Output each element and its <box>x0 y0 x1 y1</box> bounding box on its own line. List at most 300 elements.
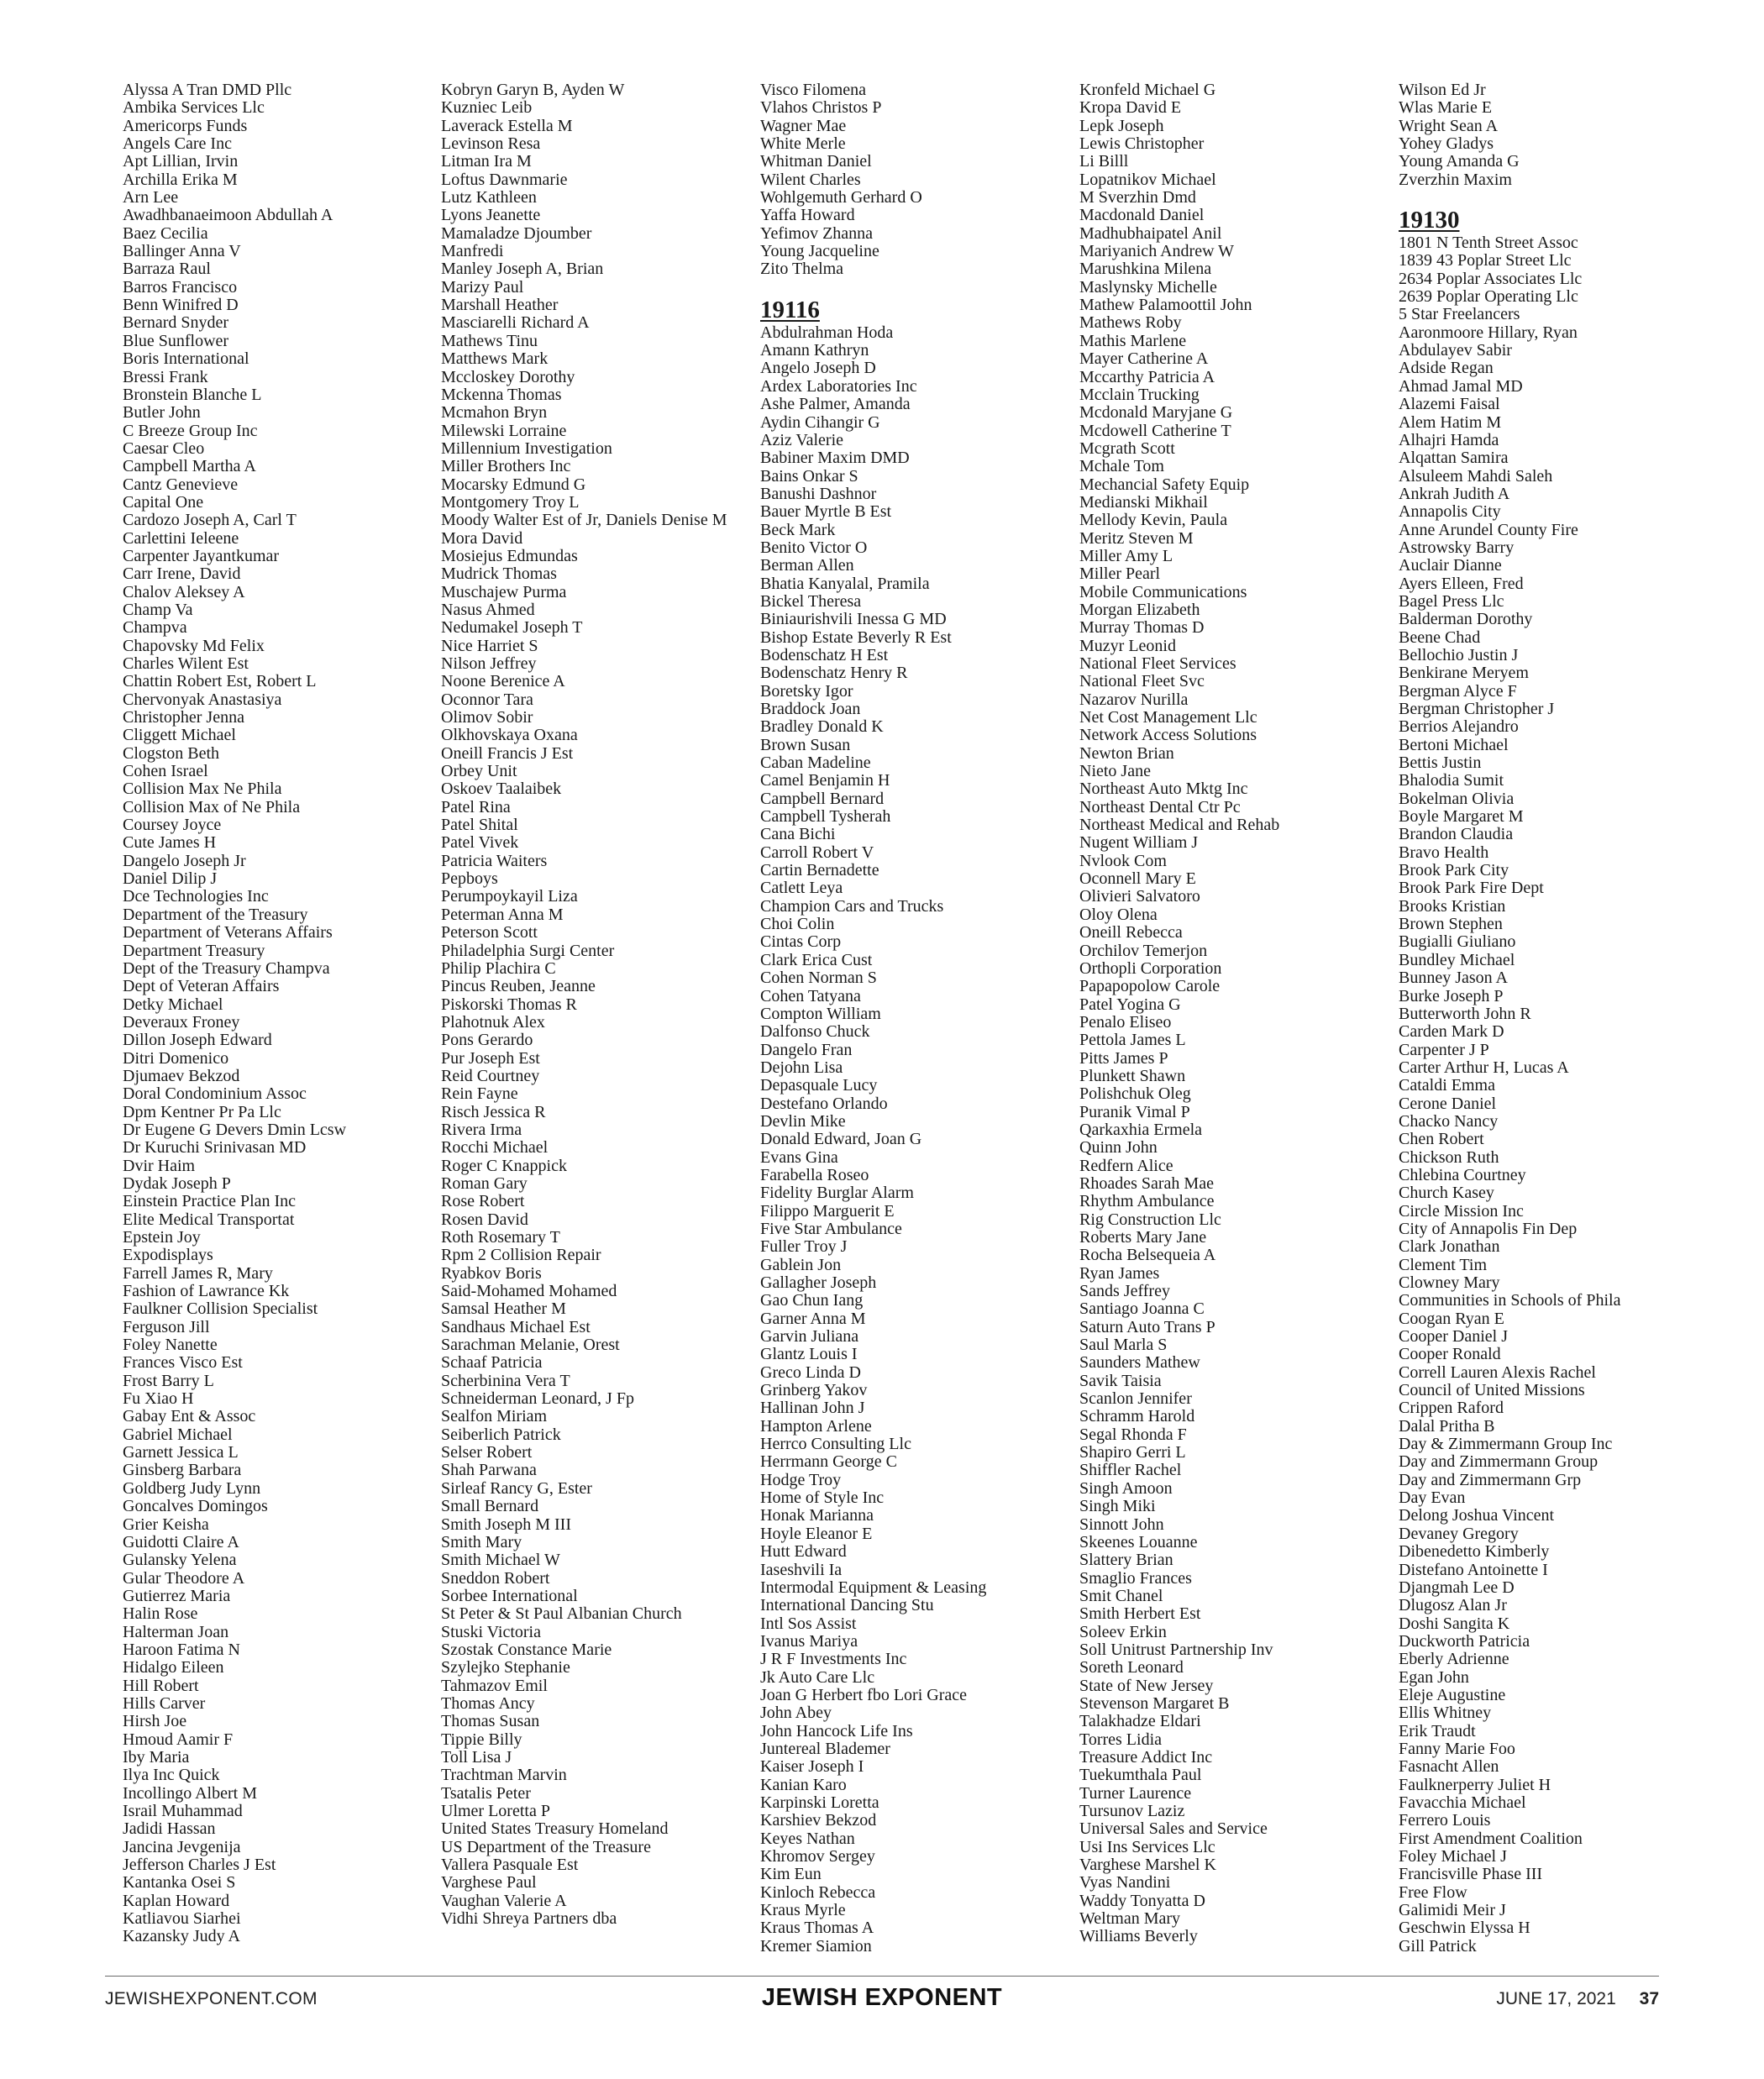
listing-entry: Carpenter J P <box>1399 1040 1489 1059</box>
listing-entry: Rivera Irma <box>441 1120 522 1139</box>
listing-entry: Quinn John <box>1079 1138 1158 1158</box>
listing-entry: Nvlook Com <box>1079 851 1167 870</box>
listing-entry: Bhatia Kanyalal, Pramila <box>760 574 930 593</box>
listing-entry: Vallera Pasquale Est <box>441 1856 579 1875</box>
listing-entry: Smaglio Frances <box>1079 1568 1192 1588</box>
listing-entry: Beck Mark <box>760 520 836 539</box>
listing-entry: Alhajri Hamda <box>1399 430 1499 449</box>
listing-entry: Vlahos Christos P <box>760 98 882 118</box>
listing-entry: Katliavou Siarhei <box>123 1909 241 1929</box>
listing-entry: Segal Rhonda F <box>1079 1425 1187 1444</box>
listing-entry: Brook Park City <box>1399 861 1509 880</box>
listing-entry: Qarkaxhia Ermela <box>1079 1120 1203 1139</box>
listing-entry: John Hancock Life Ins <box>760 1721 913 1740</box>
listing-entry: Campbell Martha A <box>123 457 256 476</box>
listing-entry: Detky Michael <box>123 995 223 1014</box>
listing-entry: Dejohn Lisa <box>760 1058 843 1077</box>
listing-entry: Jk Auto Care Llc <box>760 1667 875 1687</box>
listing-entry: Evans Gina <box>760 1147 838 1167</box>
listing-entry: Network Access Solutions <box>1079 726 1257 745</box>
listing-entry: Alazemi Faisal <box>1399 395 1500 414</box>
footer-publication-name: JEWISH EXPONENT <box>761 1984 1003 2011</box>
listing-entry: Wilson Ed Jr <box>1399 81 1486 99</box>
listing-entry: Karpinski Loretta <box>760 1793 879 1812</box>
listing-entry: Coursey Joyce <box>123 816 222 835</box>
listing-entry: Patel Rina <box>441 797 511 816</box>
listing-entry: Lyons Jeanette <box>441 206 541 225</box>
listing-entry: Peterson Scott <box>441 923 538 942</box>
listing-entry: Hoyle Eleanor E <box>760 1524 873 1543</box>
listing-entry: Ulmer Loretta P <box>441 1802 550 1820</box>
listing-entry: Tursunov Laziz <box>1079 1802 1185 1820</box>
listing-entry: Szylejko Stephanie <box>441 1658 570 1677</box>
zip-code-heading: 19116 <box>760 296 820 323</box>
listing-entry: Lopatnikov Michael <box>1079 170 1216 189</box>
listing-entry: Day and Zimmermann Grp <box>1399 1470 1582 1489</box>
listing-entry: Mcgrath Scott <box>1079 438 1175 458</box>
listing-entry: Blue Sunflower <box>123 331 229 350</box>
listing-entry: Berman Allen <box>760 556 854 575</box>
listing-entry: Mccarthy Patricia A <box>1079 367 1215 386</box>
listing-entry: Young Amanda G <box>1399 152 1520 171</box>
listing-entry: Mellody Kevin, Paula <box>1079 511 1228 530</box>
listing-entry: Collision Max Ne Phila <box>123 780 282 799</box>
listing-entry: Miller Brothers Inc <box>441 457 571 476</box>
listing-entry: Sorbee International <box>441 1586 578 1605</box>
listing-entry: Miller Amy L <box>1079 546 1173 565</box>
listing-entry: Dept of the Treasury Champva <box>123 958 330 978</box>
listing-entry: J R F Investments Inc <box>760 1650 907 1669</box>
listing-entry: Slattery Brian <box>1079 1551 1173 1570</box>
listing-entry: National Fleet Services <box>1079 654 1236 673</box>
listing-entry: Mayer Catherine A <box>1079 349 1209 369</box>
listing-entry: Eleje Augustine <box>1399 1685 1506 1704</box>
listing-entry: Murray Thomas D <box>1079 618 1205 638</box>
listing-entry: Tahmazov Emil <box>441 1676 548 1695</box>
listing-entry: Devaney Gregory <box>1399 1524 1519 1543</box>
listing-entry: Hutt Edward <box>760 1542 847 1562</box>
listing-entry: Mariyanich Andrew W <box>1079 242 1235 261</box>
listing-entry: Shiffler Rachel <box>1079 1461 1182 1480</box>
listing-entry: Champva <box>123 618 187 638</box>
listing-entry: Bettis Justin <box>1399 753 1482 773</box>
listing-entry: Adside Regan <box>1399 359 1494 378</box>
listing-entry: Patel Shital <box>441 816 518 835</box>
listing-entry: Roberts Mary Jane <box>1079 1228 1207 1247</box>
listing-entry: Oconnor Tara <box>441 690 533 709</box>
listing-entry: Christopher Jenna <box>123 708 244 727</box>
listing-entry: Jefferson Charles J Est <box>123 1856 276 1875</box>
listing-entry: Pincus Reuben, Jeanne <box>441 977 596 996</box>
listing-entry: Maslynsky Michelle <box>1079 277 1217 297</box>
listing-entry: Hodge Troy <box>760 1470 842 1489</box>
listing-entry: Sealfon Miriam <box>441 1407 548 1426</box>
listing-entry: Ayers Elleen, Fred <box>1399 574 1524 593</box>
listing-entry: Catlett Leya <box>760 879 843 898</box>
listing-entry: Dillon Joseph Edward <box>123 1031 272 1050</box>
listing-entry: Frances Visco Est <box>123 1353 243 1373</box>
listing-entry: Department Treasury <box>123 941 265 960</box>
listing-entry: White Merle <box>760 134 846 154</box>
listing-entry: Clark Erica Cust <box>760 950 873 969</box>
listing-entry: Patel Yogina G <box>1079 995 1181 1014</box>
listing-entry: Cliggett Michael <box>123 726 236 745</box>
listing-entry: Jancina Jevgenija <box>123 1837 241 1856</box>
zip-code-heading: 19130 <box>1399 207 1460 234</box>
listing-entry: Honak Marianna <box>760 1506 874 1525</box>
listing-entry: Wlas Marie E <box>1399 98 1493 118</box>
listing-entry: Guidotti Claire A <box>123 1532 239 1551</box>
listing-entry: Home of Style Inc <box>760 1488 885 1508</box>
listing-entry: Carlettini Ieleene <box>123 528 239 548</box>
listing-entry: United States Treasury Homeland <box>441 1819 669 1839</box>
listing-entry: Kantanka Osei S <box>123 1873 236 1893</box>
listing-entry: Mcclain Trucking <box>1079 385 1200 404</box>
listing-entry: Universal Sales and Service <box>1079 1819 1268 1839</box>
listing-entry: International Dancing Stu <box>760 1596 934 1615</box>
listing-entry: Day and Zimmermann Group <box>1399 1452 1599 1472</box>
listing-entry: Capital One <box>123 492 204 512</box>
listing-entry: Ilya Inc Quick <box>123 1766 220 1785</box>
listing-entry: Eberly Adrienne <box>1399 1650 1509 1669</box>
listing-entry: Talakhadze Eldari <box>1079 1712 1201 1731</box>
listing-entry: Wohlgemuth Gerhard O <box>760 188 922 207</box>
listing-entry: Day & Zimmermann Group Inc <box>1399 1435 1613 1454</box>
listing-entry: Karshiev Bekzod <box>760 1811 877 1830</box>
listing-entry: Jadidi Hassan <box>123 1819 216 1839</box>
listing-entry: Brown Susan <box>760 735 851 754</box>
listing-entry: Francisville Phase III <box>1399 1865 1543 1884</box>
listing-entry: Baez Cecilia <box>123 223 208 243</box>
listing-entry: Savik Taisia <box>1079 1371 1162 1390</box>
listing-entry: Intl Sos Assist <box>760 1614 857 1633</box>
listing-entry: Boretsky Igor <box>760 681 853 701</box>
listing-entry: Mcdowell Catherine T <box>1079 421 1231 440</box>
listing-entry: Ryabkov Boris <box>441 1263 542 1283</box>
listing-entry: Faulkner Collision Specialist <box>123 1299 318 1319</box>
listing-entry: Carpenter Jayantkumar <box>123 546 280 565</box>
listing-entry: Intermodal Equipment & Leasing <box>760 1578 987 1597</box>
listing-entry: Kinloch Rebecca <box>760 1882 876 1902</box>
listing-entry: Banushi Dashnor <box>760 484 877 503</box>
listing-entry: Keyes Nathan <box>760 1829 855 1848</box>
listing-entry: Mathis Marlene <box>1079 331 1187 350</box>
listing-entry: Ditri Domenico <box>123 1048 229 1068</box>
listing-entry: Puranik Vimal P <box>1079 1102 1190 1121</box>
listing-entry: Schramm Harold <box>1079 1407 1195 1426</box>
listing-entry: Clowney Mary <box>1399 1273 1500 1292</box>
listing-entry: Apt Lillian, Irvin <box>123 152 239 171</box>
listing-entry: Babiner Maxim DMD <box>760 449 910 468</box>
listing-entry: Butler John <box>123 403 201 423</box>
listing-entry: Bains Onkar S <box>760 466 858 486</box>
listing-entry: Vaughan Valerie A <box>441 1891 567 1910</box>
listing-entry: Arn Lee <box>123 188 179 207</box>
listing-entry: Mocarsky Edmund G <box>441 475 586 494</box>
listing-entry: Ferrero Louis <box>1399 1811 1491 1830</box>
listing-entry: Sandhaus Michael Est <box>441 1317 591 1336</box>
listing-entry: Schaaf Patricia <box>441 1353 543 1373</box>
listing-entry: Chervonyak Anastasiya <box>123 690 282 709</box>
listing-entry: Council of United Missions <box>1399 1381 1585 1400</box>
listing-entry: Mamaladze Djoumber <box>441 223 592 243</box>
listing-entry: Benkirane Meryem <box>1399 664 1529 683</box>
listing-entry: Chapovsky Md Felix <box>123 636 265 655</box>
listing-entry: Kaplan Howard <box>123 1891 230 1910</box>
listing-entry: Noone Berenice A <box>441 672 565 691</box>
listing-entry: Tuekumthala Paul <box>1079 1766 1202 1785</box>
listing-entry: Foley Michael J <box>1399 1847 1507 1866</box>
listing-entry: Pepboys <box>441 869 498 889</box>
listing-entry: Cintas Corp <box>760 932 842 952</box>
listing-entry: Olimov Sobir <box>441 708 533 727</box>
listing-entry: Frost Barry L <box>123 1371 214 1390</box>
listing-entry: Rhoades Sarah Mae <box>1079 1173 1214 1193</box>
listing-entry: Iaseshvili Ia <box>760 1560 843 1579</box>
listing-entry: Alem Hatim M <box>1399 412 1502 432</box>
listing-entry: Mobile Communications <box>1079 582 1247 601</box>
listing-entry: Cooper Daniel J <box>1399 1327 1508 1347</box>
listing-entry: Expodisplays <box>123 1246 213 1265</box>
listing-entry: Bagel Press Llc <box>1399 591 1504 611</box>
listing-entry: Erik Traudt <box>1399 1721 1476 1740</box>
listing-entry: Oskoev Taalaibek <box>441 780 562 799</box>
listing-entry: Hampton Arlene <box>760 1416 872 1436</box>
listing-entry: Orthopli Corporation <box>1079 958 1222 978</box>
listing-entry: Mudrick Thomas <box>441 564 557 584</box>
listing-entry: Berrios Alejandro <box>1399 717 1519 737</box>
listing-entry: Herrmann George C <box>760 1452 897 1472</box>
listing-entry: Milewski Lorraine <box>441 421 567 440</box>
listing-entry: Clogston Beth <box>123 743 220 763</box>
listing-entry: Lutz Kathleen <box>441 188 537 207</box>
listing-entry: Biniaurishvili Inessa G MD <box>760 610 947 629</box>
listing-entry: Ballinger Anna V <box>123 242 241 261</box>
listing-entry: Waddy Tonyatta D <box>1079 1891 1205 1910</box>
listing-entry: Grier Keisha <box>123 1515 209 1534</box>
listing-entry: Dvir Haim <box>123 1156 196 1175</box>
listing-entry: Williams Beverly <box>1079 1927 1198 1946</box>
listing-entry: Vyas Nandini <box>1079 1873 1171 1893</box>
listing-entry: Carr Irene, David <box>123 564 241 584</box>
listing-entry: Brooks Kristian <box>1399 896 1506 916</box>
listing-entry: Kraus Myrle <box>760 1901 846 1920</box>
listing-entry: Nilson Jeffrey <box>441 654 537 673</box>
listing-entry: Bodenschatz H Est <box>760 645 889 664</box>
listing-entry: Joan G Herbert fbo Lori Grace <box>760 1685 968 1704</box>
listing-entry: 1801 N Tenth Street Assoc <box>1399 234 1578 253</box>
listing-column-4 <box>1079 81 1390 1946</box>
listing-entry: Amann Kathryn <box>760 341 869 360</box>
listing-entry: Oneill Francis J Est <box>441 743 574 763</box>
listing-entry: Cooper Ronald <box>1399 1345 1501 1364</box>
listing-entry: Church Kasey <box>1399 1184 1494 1203</box>
listing-entry: Department of Veterans Affairs <box>123 923 333 942</box>
listing-entry: Destefano Orlando <box>760 1094 888 1113</box>
listing-entry: Balderman Dorothy <box>1399 610 1533 629</box>
listing-entry: Lepk Joseph <box>1079 116 1164 135</box>
listing-entry: Clark Jonathan <box>1399 1237 1500 1257</box>
listing-entry: Alyssa A Tran DMD Pllc <box>123 81 292 99</box>
listing-entry: Pettola James L <box>1079 1031 1186 1050</box>
listing-entry: Djumaev Bekzod <box>123 1066 240 1085</box>
listing-entry: Haroon Fatima N <box>123 1640 240 1659</box>
listing-entry: Herrco Consulting Llc <box>760 1435 911 1454</box>
listing-entry: Smit Chanel <box>1079 1586 1163 1605</box>
listing-entry: Greco Linda D <box>760 1362 861 1382</box>
listing-entry: Coogan Ryan E <box>1399 1309 1504 1328</box>
listing-entry: Favacchia Michael <box>1399 1793 1526 1812</box>
listing-entry: Zito Thelma <box>760 260 844 279</box>
listing-entry: Patricia Waiters <box>441 851 548 870</box>
footer-website: JEWISHEXPONENT.COM <box>105 1989 318 2008</box>
listing-entry: Saul Marla S <box>1079 1336 1168 1355</box>
listing-entry: Garnett Jessica L <box>123 1443 239 1462</box>
listing-entry: Rpm 2 Collision Repair <box>441 1246 601 1265</box>
listing-entry: Alqattan Samira <box>1399 449 1509 468</box>
footer-date-page <box>1496 1989 1659 2009</box>
listing-entry: Roth Rosemary T <box>441 1228 560 1247</box>
listing-entry: Bundley Michael <box>1399 950 1515 969</box>
listing-entry: Marushkina Milena <box>1079 260 1212 279</box>
listing-entry: Boyle Margaret M <box>1399 807 1524 827</box>
listing-entry: Rocchi Michael <box>441 1138 549 1158</box>
listing-entry: Trachtman Marvin <box>441 1766 567 1785</box>
listing-entry: Stuski Victoria <box>441 1622 541 1641</box>
footer-divider <box>105 1976 1659 1977</box>
listing-entry: Northeast Dental Ctr Pc <box>1079 797 1241 816</box>
listing-entry: Duckworth Patricia <box>1399 1631 1530 1651</box>
listing-entry: Angelo Joseph D <box>760 359 876 378</box>
listing-entry: Brown Stephen <box>1399 915 1503 934</box>
listing-entry: Fanny Marie Foo <box>1399 1739 1515 1758</box>
listing-entry: Visco Filomena <box>760 81 867 99</box>
listing-entry: Dce Technologies Inc <box>123 887 269 906</box>
listing-entry: Champ Va <box>123 600 193 619</box>
listing-entry: Caban Madeline <box>760 753 871 773</box>
listing-entry: Rosen David <box>441 1210 528 1229</box>
listing-entry: Americorps Funds <box>123 116 248 135</box>
listing-column-2 <box>441 81 752 1928</box>
listing-entry: Scanlon Jennifer <box>1079 1389 1192 1409</box>
listing-entry: Kazansky Judy A <box>123 1927 240 1946</box>
listing-entry: Iby Maria <box>123 1747 190 1767</box>
listing-entry: Bauer Myrtle B Est <box>760 502 892 522</box>
listing-entry: Bunney Jason A <box>1399 969 1508 988</box>
listing-entry: Deveraux Froney <box>123 1012 240 1032</box>
listing-entry: Polishchuk Oleg <box>1079 1084 1191 1104</box>
listing-entry: 2634 Poplar Associates Llc <box>1399 269 1583 288</box>
page-number: 37 <box>1639 1989 1659 2008</box>
listing-entry: Scherbinina Vera T <box>441 1371 570 1390</box>
listing-entry: Cohen Tatyana <box>760 986 861 1005</box>
listing-entry: Ferguson Jill <box>123 1317 210 1336</box>
listing-entry: Macdonald Daniel <box>1079 206 1205 225</box>
listing-entry: Foley Nanette <box>123 1336 218 1355</box>
listing-entry: Kuzniec Leib <box>441 98 533 118</box>
listing-entry: C Breeze Group Inc <box>123 421 258 440</box>
listing-entry: Shapiro Gerri L <box>1079 1443 1186 1462</box>
listing-entry: Usi Ins Services Llc <box>1079 1837 1215 1856</box>
listing-entry: Peterman Anna M <box>441 905 564 924</box>
listing-entry: Kobryn Garyn B, Ayden W <box>441 81 625 99</box>
listing-entry: Grinberg Yakov <box>760 1381 868 1400</box>
listing-entry: Daniel Dilip J <box>123 869 218 889</box>
listing-entry: Risch Jessica R <box>441 1102 546 1121</box>
listing-entry: Bickel Theresa <box>760 591 862 611</box>
listing-entry: St Peter & St Paul Albanian Church <box>441 1604 682 1624</box>
listing-entry: Nice Harriet S <box>441 636 538 655</box>
listing-entry: Sirleaf Rancy G, Ester <box>441 1478 592 1498</box>
listing-entry: Clement Tim <box>1399 1255 1488 1274</box>
listing-entry: Mccloskey Dorothy <box>441 367 575 386</box>
listing-entry: Benito Victor O <box>760 538 868 557</box>
listing-entry: Matthews Mark <box>441 349 549 369</box>
listing-entry: Doral Condominium Assoc <box>123 1084 307 1104</box>
listing-entry: Smith Herbert Est <box>1079 1604 1201 1624</box>
listing-entry: Djangmah Lee D <box>1399 1578 1515 1597</box>
listing-entry: Archilla Erika M <box>123 170 238 189</box>
listing-entry: Roman Gary <box>441 1173 528 1193</box>
listing-entry: Dangelo Fran <box>760 1040 853 1059</box>
listing-entry: Anne Arundel County Fire <box>1399 520 1578 539</box>
listing-entry: Orchilov Temerjon <box>1079 941 1208 960</box>
listing-entry: Rose Robert <box>441 1192 525 1211</box>
listing-entry: Penalo Eliseo <box>1079 1012 1172 1032</box>
listing-entry: Crippen Raford <box>1399 1399 1504 1418</box>
listing-entry: Ardex Laboratories Inc <box>760 376 917 396</box>
listing-entry: Boris International <box>123 349 249 369</box>
listing-entry: 2639 Poplar Operating Llc <box>1399 287 1578 307</box>
listing-entry: Muschajew Purma <box>441 582 567 601</box>
listing-entry: City of Annapolis Fin Dep <box>1399 1219 1578 1238</box>
listing-entry: Delong Joshua Vincent <box>1399 1506 1555 1525</box>
listing-entry: Zverzhin Maxim <box>1399 170 1512 189</box>
listing-entry: Bronstein Blanche L <box>123 385 262 404</box>
listing-entry: Saturn Auto Trans P <box>1079 1317 1215 1336</box>
listing-entry: Mathews Tinu <box>441 331 538 350</box>
listing-entry: Chickson Ruth <box>1399 1147 1499 1167</box>
listing-entry: Seiberlich Patrick <box>441 1425 561 1444</box>
listing-entry: Yohey Gladys <box>1399 134 1494 154</box>
listing-entry: First Amendment Coalition <box>1399 1829 1583 1848</box>
listing-entry: Thomas Susan <box>441 1712 540 1731</box>
listing-entry: Ahmad Jamal MD <box>1399 376 1523 396</box>
listing-entry: Aydin Cihangir G <box>760 412 880 432</box>
listing-entry: Free Flow <box>1399 1882 1467 1902</box>
listing-entry: Singh Amoon <box>1079 1478 1173 1498</box>
listing-entry: Doshi Sangita K <box>1399 1614 1510 1633</box>
listing-entry: Szostak Constance Marie <box>441 1640 612 1659</box>
listing-column-1 <box>123 81 433 1946</box>
listing-entry: Juntereal Blademer <box>760 1739 890 1758</box>
listing-entry: Hirsh Joe <box>123 1712 187 1731</box>
listing-entry: Fidelity Burglar Alarm <box>760 1184 914 1203</box>
listing-entry: Cardozo Joseph A, Carl T <box>123 511 297 530</box>
listing-entry: Chlebina Courtney <box>1399 1165 1526 1184</box>
listing-entry: Weltman Mary <box>1079 1909 1181 1929</box>
listing-entry: Auclair Dianne <box>1399 556 1502 575</box>
listing-entry: Camel Benjamin H <box>760 771 890 790</box>
listing-entry: Goldberg Judy Lynn <box>123 1478 261 1498</box>
listing-entry: Sneddon Robert <box>441 1568 550 1588</box>
listing-entry: Aziz Valerie <box>760 430 844 449</box>
listing-entry: Philip Plachira C <box>441 958 556 978</box>
listing-entry: Carter Arthur H, Lucas A <box>1399 1058 1569 1077</box>
listing-entry: Galimidi Meir J <box>1399 1901 1506 1920</box>
listing-entry: Barraza Raul <box>123 260 211 279</box>
listing-entry: Carroll Robert V <box>760 843 874 862</box>
